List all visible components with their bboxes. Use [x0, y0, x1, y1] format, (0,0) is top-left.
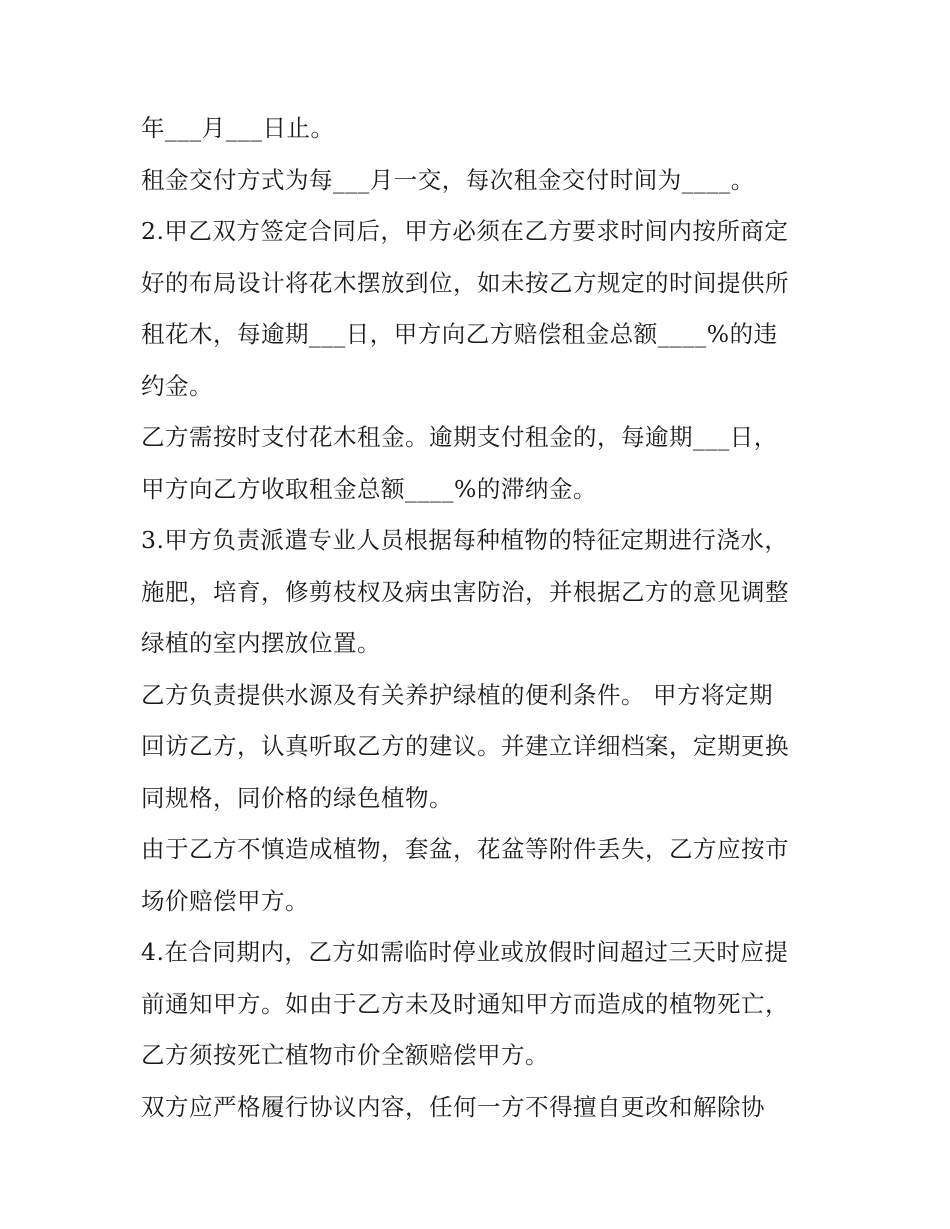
text-line: 乙方负责提供水源及有关养护绿植的便利条件。 甲方将定期 — [141, 680, 773, 709]
text-line: 好的布局设计将花木摆放到位，如未按乙方规定的时间提供所 — [141, 268, 789, 297]
text-line: 场价赔偿甲方。 — [141, 886, 309, 915]
text-line: 乙方需按时支付花木租金。逾期支付租金的，每逾期___日， — [141, 423, 778, 451]
text-line: 2.甲乙双方签定合同后，甲方必须在乙方要求时间内按所商定 — [141, 217, 789, 245]
text-line: 约金。 — [141, 371, 213, 400]
text-line: 回访乙方，认真听取乙方的建议。并建立详细档案，定期更换 — [141, 732, 789, 760]
text-line: 前通知甲方。如由于乙方未及时通知甲方而造成的植物死亡， — [141, 989, 789, 1018]
text-line: 租花木，每逾期___日，甲方向乙方赔偿租金总额____%的违 — [141, 320, 778, 348]
text-line: 租金交付方式为每___月一交，每次租金交付时间为____。 — [141, 165, 755, 194]
text-line: 同规格，同价格的绿色植物。 — [141, 783, 453, 812]
text-line: 由于乙方不慎造成植物，套盆，花盆等附件丢失，乙方应按市 — [141, 835, 789, 863]
text-line: 绿植的室内摆放位置。 — [141, 629, 381, 657]
text-line: 乙方须按死亡植物市价全额赔偿甲方。 — [141, 1041, 549, 1069]
document-body — [141, 106, 821, 1136]
text-line: 甲方向乙方收取租金总额____%的滞纳金。 — [141, 474, 597, 503]
text-line: 年___月___日止。 — [141, 114, 335, 142]
text-line: 4.在合同期内，乙方如需临时停业或放假时间超过三天时应提 — [141, 938, 789, 966]
text-line: 双方应严格履行协议内容，任何一方不得擅自更改和解除协 — [141, 1092, 765, 1121]
text-line: 3.甲方负责派遣专业人员根据每种植物的特征定期进行浇水， — [141, 526, 789, 554]
text-line: 施肥，培育，修剪枝杈及病虫害防治，并根据乙方的意见调整 — [141, 577, 789, 606]
